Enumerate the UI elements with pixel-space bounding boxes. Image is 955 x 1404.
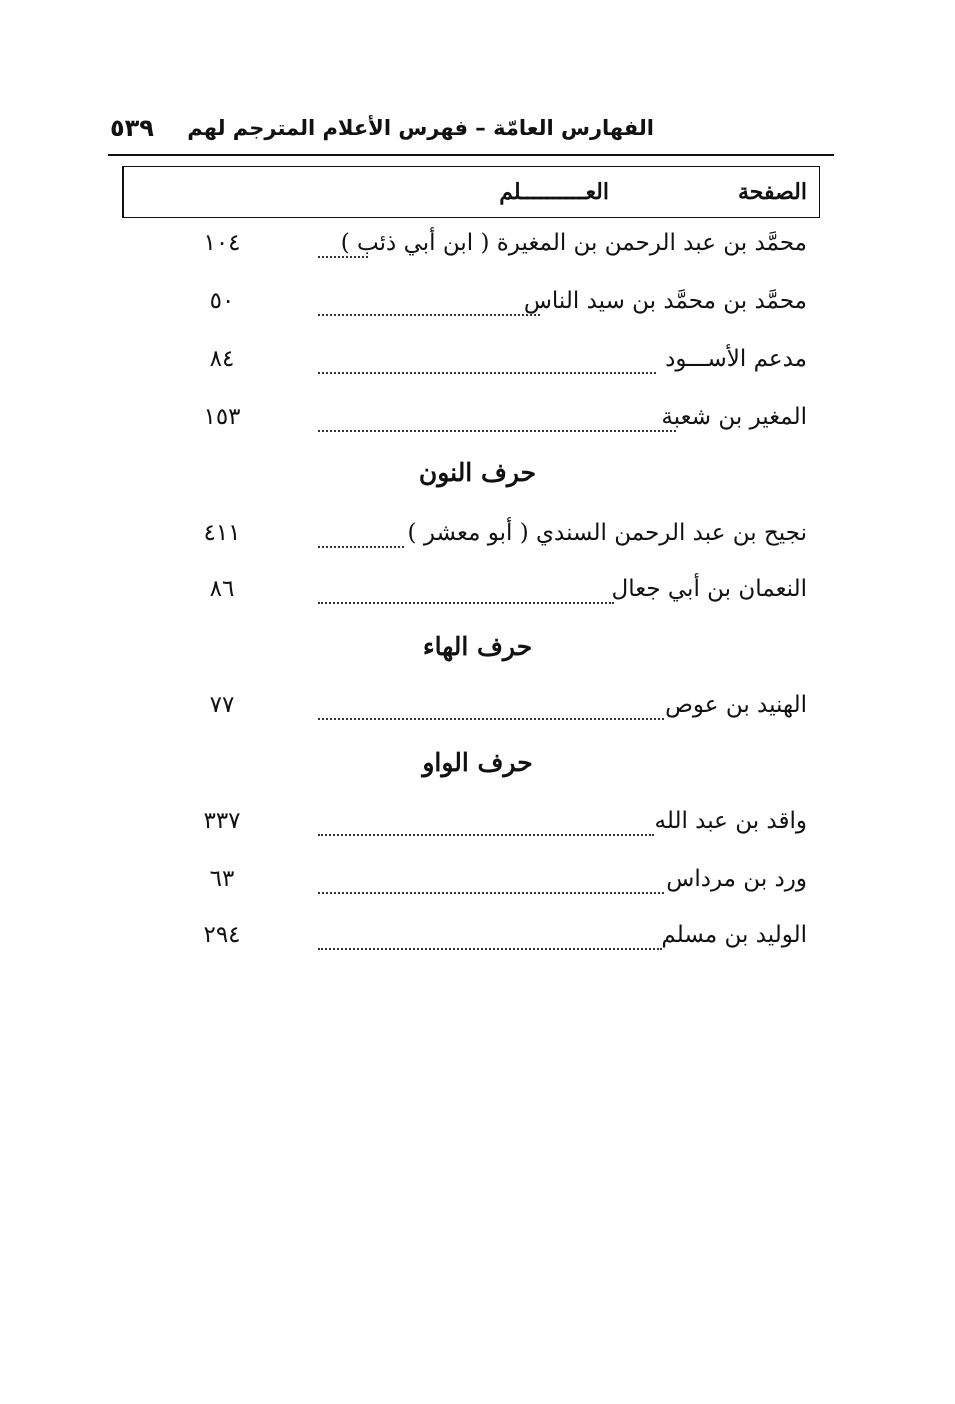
entry-page: ٣٣٧: [203, 808, 241, 834]
section-heading-haa: حرف الهاء: [422, 632, 533, 661]
index-entry: [0, 404, 955, 444]
entry-page: ٨٤: [209, 346, 235, 372]
leader-dots: [318, 530, 404, 548]
leader-dots: [318, 240, 368, 258]
entry-page: ١٠٤: [203, 230, 241, 256]
index-entry: [0, 576, 955, 616]
leader-dots: [318, 356, 656, 374]
index-entry: [0, 922, 955, 962]
entry-name: محمَّد بن محمَّد بن سيد الناس: [523, 288, 807, 314]
index-entry: [0, 346, 955, 386]
entry-name: واقد بن عبد الله: [654, 808, 807, 834]
index-table-header: [122, 166, 820, 218]
index-entry: [0, 808, 955, 848]
page-header: [108, 110, 834, 156]
entry-page: ١٥٣: [203, 404, 241, 430]
leader-dots: [318, 876, 664, 894]
entry-page: ٨٦: [209, 576, 235, 602]
index-entry: [0, 230, 955, 270]
page-column-header: [621, 167, 819, 217]
index-entry: [0, 692, 955, 732]
entry-name: الوليد بن مسلم: [661, 922, 807, 948]
section-heading-waw: حرف الواو: [422, 748, 533, 777]
leader-dots: [318, 702, 664, 720]
index-entry: [0, 520, 955, 560]
entry-name: محمَّد بن عبد الرحمن بن المغيرة ( ابن أبي ذئب ): [340, 230, 807, 256]
name-column-header: [123, 167, 621, 217]
entry-page: ٦٣: [209, 866, 235, 892]
index-entry: [0, 866, 955, 906]
index-entry: [0, 288, 955, 328]
entry-page: ٧٧: [209, 692, 235, 718]
running-title: الفهارس العامّة – فهرس الأعلام المترجم لهم: [187, 116, 654, 140]
entry-name: المغير بن شعبة: [661, 404, 807, 430]
name-column-label: العــــــــــلم: [499, 179, 609, 205]
entry-page: ٢٩٤: [203, 922, 241, 948]
page-number: ٥٣٩: [110, 114, 154, 142]
leader-dots: [318, 298, 540, 316]
entry-name: النعمان بن أبي جعال: [611, 576, 807, 602]
entry-page: ٤١١: [203, 520, 241, 546]
entry-name: ورد بن مرداس: [666, 866, 807, 892]
page-column-label: الصفحة: [737, 179, 807, 205]
leader-dots: [318, 932, 662, 950]
leader-dots: [318, 818, 654, 836]
leader-dots: [318, 414, 676, 432]
section-heading-noon: حرف النون: [418, 458, 537, 487]
entry-name: نجيح بن عبد الرحمن السندي ( أبو معشر ): [407, 520, 807, 546]
leader-dots: [318, 586, 614, 604]
entry-page: ٥٠: [209, 288, 235, 314]
entry-name: الهنيد بن عوص: [665, 692, 807, 718]
entry-name: مدعم الأســـود: [665, 346, 807, 372]
